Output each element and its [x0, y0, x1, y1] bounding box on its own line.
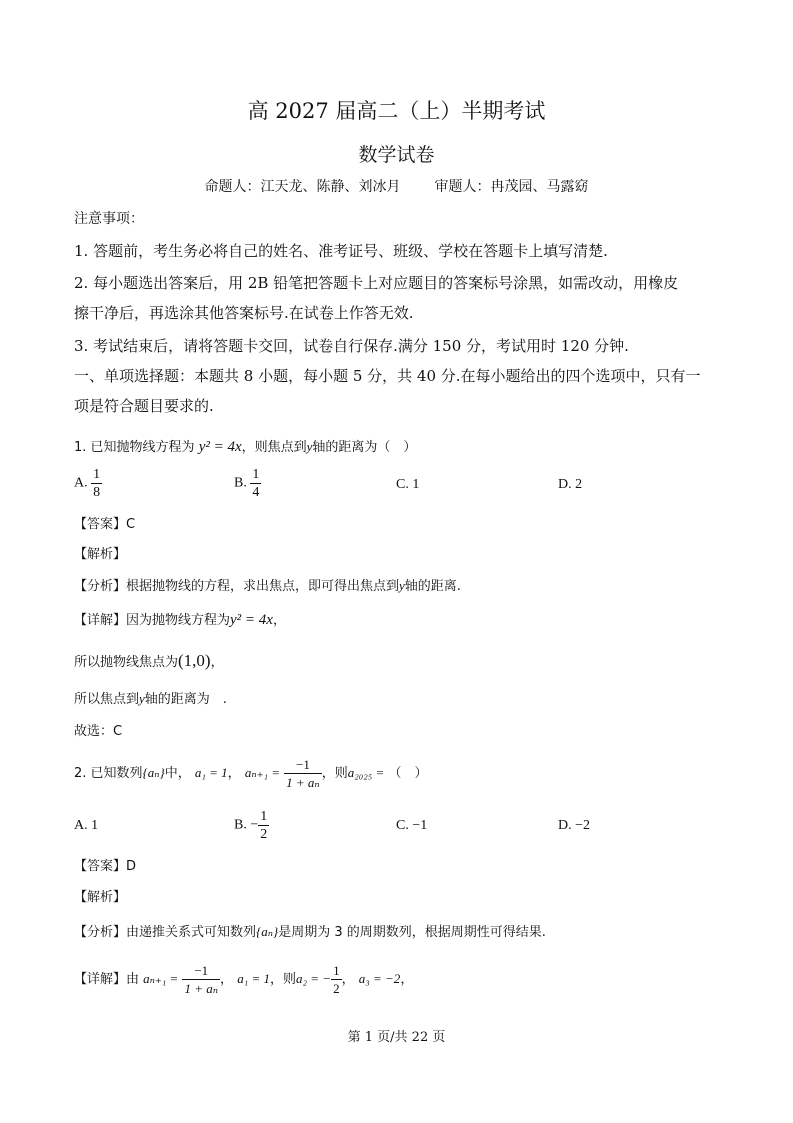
q2-fenxi-prefix: 【分析】由递推关系式可知数列 — [74, 925, 257, 940]
q1-answer: 【答案】C — [74, 517, 136, 532]
q2-option-d: D. −2 — [558, 818, 591, 833]
q1-stem-end: 轴的距离为（ ） — [312, 440, 417, 455]
q2-stem-mid: 中， — [164, 766, 191, 781]
q2-option-c: C. −1 — [396, 818, 428, 833]
q1-distance-prefix: 所以焦点到 — [74, 692, 140, 707]
q1-axis-var: y — [306, 439, 313, 454]
q2-stem-then: ，则 — [321, 766, 348, 781]
q2-sep: ， — [227, 766, 241, 781]
q1-equation: y² = 4x — [198, 439, 242, 455]
q1-option-a-label: A. — [74, 475, 88, 491]
q2-recurrence-den: 1 + aₙ — [286, 775, 320, 790]
notice-item-3: 3. 考试结束后，请将答题卡交回，试卷自行保存.满分 150 分，考试用时 120 分钟. — [74, 337, 629, 355]
page-footer: 第 1 页/共 22 页 — [347, 1030, 446, 1045]
q2-answer: 【答案】D — [74, 859, 137, 874]
q1-option-c: C. 1 — [396, 477, 420, 492]
q1-option-a-den: 8 — [93, 485, 101, 500]
q2-xiangjie-a2-num: 1 — [333, 963, 340, 978]
q1-choice: 故选：C — [74, 724, 123, 739]
q2-analysis-label: 【解析】 — [74, 890, 127, 905]
q2-option-b-den: 2 — [260, 827, 268, 842]
setters-label: 命题人：江天龙、陈静、刘冰月 — [204, 179, 401, 195]
q1-stem-suffix: ，则焦点到 — [241, 440, 307, 455]
q2-xiangjie-end: ， — [400, 972, 414, 987]
q1-distance-line — [74, 688, 227, 707]
q2-sequence: {aₙ} — [142, 765, 165, 780]
q1-xiangjie — [74, 609, 286, 629]
q1-option-b-fraction — [250, 466, 261, 501]
q2-xiangjie-a1: a₁ = 1 — [237, 971, 270, 986]
q2-xiangjie-fraction — [182, 962, 220, 997]
q2-recurrence-num: −1 — [284, 756, 322, 774]
reviewers-label: 审题人：冉茂园、马露窈 — [434, 179, 589, 195]
q1-option-b — [234, 466, 261, 501]
q1-option-a-fraction — [91, 466, 102, 501]
q2-option-b-num: 1 — [260, 809, 268, 824]
notice-heading: 注意事项： — [74, 211, 144, 227]
q2-xiangjie — [74, 962, 413, 997]
q1-option-b-den: 4 — [252, 485, 260, 500]
q2-option-b-fraction — [258, 808, 269, 843]
q1-option-d: D. 2 — [558, 477, 583, 492]
q2-xiangjie-den: 1 + aₙ — [184, 981, 219, 996]
q2-fenxi — [74, 921, 546, 940]
q2-a1: a₁ = 1 — [194, 765, 228, 780]
q1-xiangjie-prefix: 【详解】因为抛物线方程为 — [74, 613, 231, 628]
q1-focus-point: (1,0) — [178, 651, 211, 670]
q1-option-a-num: 1 — [93, 467, 101, 482]
q1-option-b-label: B. — [234, 475, 247, 491]
q2-option-b-sign: − — [250, 817, 259, 833]
notice-item-2-line-1: 2. 每小题选出答案后，用 2B 铅笔把答题卡上对应题目的答案标号涂黑，如需改动，用橡皮 — [74, 274, 679, 292]
q2-xiangjie-num: −1 — [182, 962, 220, 980]
q1-stem — [74, 436, 416, 456]
q1-distance-var: y — [139, 691, 145, 706]
q1-option-a — [74, 466, 102, 501]
q2-xiangjie-a3: a₃ = −2 — [358, 971, 401, 986]
q2-stem-prefix: 2. 已知数列 — [74, 766, 143, 781]
q2-fenxi-end: 是周期为 3 的周期数列，根据周期性可得结果. — [278, 925, 546, 940]
q2-recurrence-fraction — [284, 756, 322, 791]
q2-recurrence-lhs: aₙ₊₁ = — [244, 765, 281, 780]
q1-option-b-num: 1 — [252, 467, 260, 482]
q1-focus-prefix: 所以抛物线焦点为 — [74, 655, 179, 670]
exam-subtitle: 数学试卷 — [358, 144, 435, 166]
q1-fenxi-text: 【分析】根据抛物线的方程，求出焦点，即可得出焦点到 — [74, 579, 400, 594]
q2-option-a: A. 1 — [74, 818, 99, 833]
q2-xiangjie-prefix: 【详解】由 — [74, 972, 140, 987]
q2-target: a₂₀₂₅ = — [347, 765, 385, 780]
section-heading-line-1: 一、单项选择题：本题共 8 小题，每小题 5 分，共 40 分.在每小题给出的四个选项中，只有一 — [74, 367, 701, 385]
q2-option-b-label: B. — [234, 817, 247, 833]
notice-item-1: 1. 答题前，考生务必将自己的姓名、准考证号、班级、学校在答题卡上填写清楚. — [74, 242, 608, 260]
q1-stem-prefix: 1. 已知抛物线方程为 — [74, 440, 195, 455]
section-heading-line-2: 项是符合题目要求的. — [74, 397, 214, 415]
q2-fenxi-sequence: {aₙ} — [256, 924, 279, 939]
q2-xiangjie-a2-fraction — [331, 962, 342, 997]
notice-item-2-line-2: 擦干净后，再选涂其他答案标号.在试卷上作答无效. — [74, 304, 414, 322]
q1-distance-end: 轴的距离为 . — [144, 692, 227, 707]
q1-fenxi-var: y — [399, 578, 405, 593]
q1-analysis-label: 【解析】 — [74, 547, 127, 562]
q2-xiangjie-sep1: ， — [220, 972, 234, 987]
q1-focus-line — [74, 651, 224, 671]
q2-xiangjie-lhs: aₙ₊₁ = — [143, 971, 179, 986]
author-line — [0, 176, 793, 196]
q1-focus-end: ， — [210, 655, 224, 670]
q2-xiangjie-a2-den: 2 — [333, 981, 340, 996]
exam-title: 高 2027 届高二（上）半期考试 — [247, 99, 546, 123]
q2-xiangjie-a2: a₂ = − — [296, 971, 332, 986]
q1-fenxi-end: 轴的距离. — [404, 579, 461, 594]
q2-option-b — [234, 808, 269, 843]
q2-stem-end: （ ） — [388, 766, 428, 781]
q2-xiangjie-sep2: ， — [341, 972, 355, 987]
q2-xiangjie-then: ，则 — [269, 972, 296, 987]
q1-fenxi — [74, 575, 461, 594]
q1-xiangjie-equation: y² = 4x — [230, 612, 273, 628]
q2-stem — [74, 756, 427, 791]
q1-xiangjie-end: ， — [272, 613, 286, 628]
